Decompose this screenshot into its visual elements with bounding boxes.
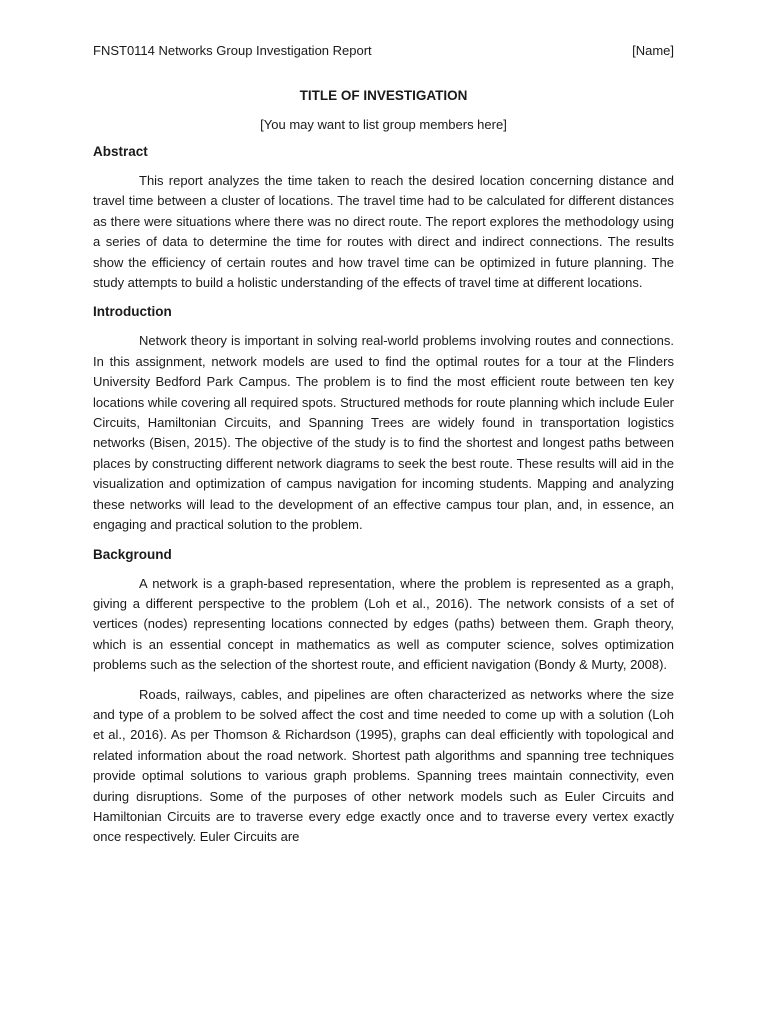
introduction-paragraph: Network theory is important in solving real-world problems involving routes and connections. In this assignment, network models are used to find the optimal routes for a tour at the Flinders University Bedford Park Campus. The problem is to find the most efficient route between ten key locations while covering all required spots. Structured methods for route planning which include Euler Circuits, Hamiltonian Circuits, and Spanning Trees are widely found in transportation logistics networks (Bisen, 2015). The objective of the study is to find the shortest and longest paths between places by constructing different network diagrams to seek the best route. These results will aid in the visualization and optimization of campus navigation for incoming students. Mapping and analyzing these networks will lead to the development of an effective campus tour plan, and, in essence, an engaging and practical solution to the problem. xyxy=(93,333,674,533)
running-header xyxy=(93,42,674,60)
background-paragraph-2: Roads, railways, cables, and pipelines are often characterized as networks where the size and type of a problem to be solved affect the cost and time needed to come up with a solution (Loh et al., 2016). As per Thomson & Richardson (1995), graphs can deal efficiently with topological and related information about the road network. Shortest path algorithms and spanning tree techniques provide optimal solutions to various graph problems. Spanning trees maintain connectivity, even during disruptions. Some of the purposes of other network models such as Euler Circuits and Hamiltonian Circuits are to traverse every edge exactly once and to traverse every vertex exactly once respectively. Euler Circuits are xyxy=(93,686,674,845)
header-report-name: FNST0114 Networks Group Investigation Report xyxy=(93,43,372,58)
group-members-placeholder: [You may want to list group members here] xyxy=(260,117,507,132)
document-title: TITLE OF INVESTIGATION xyxy=(299,88,468,103)
section-heading-background: Background xyxy=(93,546,172,562)
background-paragraph-1: A network is a graph-based representation, where the problem is represented as a graph, giving a different perspective to the problem (Loh et al., 2016). The network consists of a set of vertices (nodes) representing locations connected by edges (paths) between them. Graph theory, which is an essential concept in mathematics as well as computer science, solves optimization problems such as the selection of the shortest route, and efficient navigation (Bondy & Murty, 2008). xyxy=(93,575,674,673)
abstract-paragraph: This report analyzes the time taken to reach the desired location concerning distance and travel time between a cluster of locations. The travel time had to be calculated for different distances as there were situations where there was no direct route. The report explores the methodology using a series of data to determine the time for routes with direct and indirect connections. The results show the efficiency of certain routes and how travel time can be optimized in future planning. The study attempts to build a holistic understanding of the effects of travel time at different locations. xyxy=(93,173,674,291)
section-heading-abstract: Abstract xyxy=(93,144,148,159)
document-body xyxy=(93,86,674,857)
section-heading-introduction: Introduction xyxy=(93,304,172,320)
header-author-name: [Name] xyxy=(632,43,674,58)
